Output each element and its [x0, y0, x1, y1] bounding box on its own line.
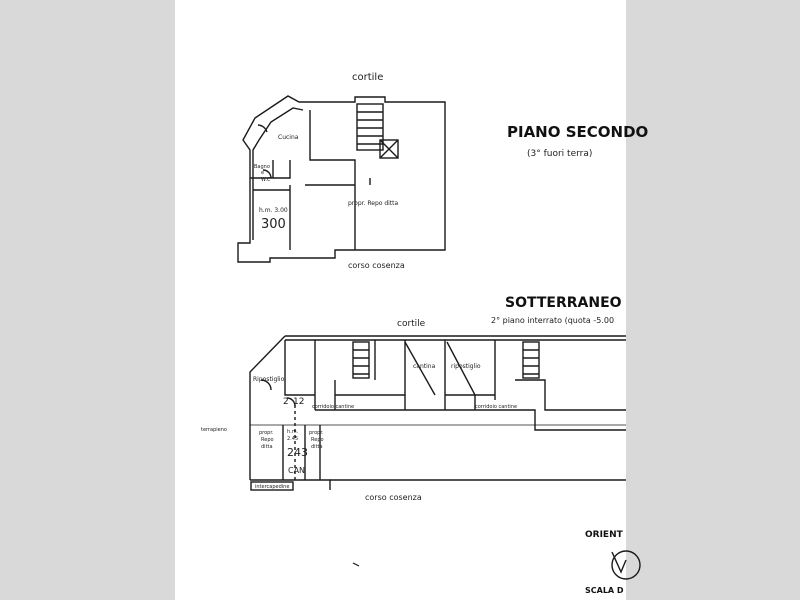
lower-number-label-2: 12 [293, 397, 305, 407]
corridor-left-label: corridoio cantine [312, 404, 355, 410]
floor-plan-page [175, 0, 649, 600]
lower-plan-subtitle: 2° piano interrato (quota -5.00 [491, 316, 615, 325]
lower-height-note-2: 2.45 [287, 436, 299, 442]
lower-plan [250, 336, 626, 490]
neighbour-right-label-2: Repo [311, 437, 324, 443]
room-storage-label: Ripostiglio [253, 376, 285, 383]
neighbour-right-label-1: propr. [309, 430, 324, 436]
scale-label: SCALA D [585, 586, 624, 595]
room-boiler-label: ripostiglio [451, 363, 481, 370]
lower-height-note-1: h.m. [287, 429, 299, 435]
cellar-code-label: CAN [288, 466, 306, 475]
upper-height-value: 300 [261, 217, 286, 232]
lower-plan-title: SOTTERRANEO [505, 295, 622, 311]
lower-height-value: 243 [287, 446, 308, 459]
corridor-right-label: corridoio cantine [475, 404, 518, 410]
neighbour-left-label-2: Repo [261, 437, 274, 443]
upper-height-note: h.m. 3.00 [259, 207, 288, 214]
pencil-mark [353, 563, 359, 566]
lower-courtyard-label: cortile [397, 319, 426, 329]
room-cellar-label: cantina [413, 363, 436, 370]
upper-neighbour-note: propr. Repo ditta [348, 200, 399, 207]
neighbour-left-label-3: ditta [261, 444, 273, 450]
upper-street-label: corso cosenza [348, 261, 405, 270]
room-bathroom-label-2: e [261, 170, 265, 176]
upper-plan-title: PIANO SECONDO [507, 123, 649, 141]
upper-courtyard-label: cortile [352, 72, 384, 83]
lower-number-label: 2 [283, 397, 289, 407]
room-kitchen-label: Cucina [278, 134, 299, 141]
floor-plan-drawing [175, 0, 649, 600]
stair-label: intercapedine [255, 484, 290, 490]
room-bathroom-label-3: W.C [261, 177, 271, 183]
north-arrow-icon [612, 551, 640, 579]
room-bathroom-label-1: Bagno [254, 164, 270, 170]
full-ground-label: terrapieno [201, 427, 227, 433]
upper-plan-subtitle: (3° fuori terra) [527, 149, 593, 159]
neighbour-left-label-1: propr. [259, 430, 274, 436]
lower-street-label: corso cosenza [365, 493, 422, 502]
orientation-label: ORIENT [585, 530, 623, 540]
neighbour-right-label-3: ditta [311, 444, 323, 450]
